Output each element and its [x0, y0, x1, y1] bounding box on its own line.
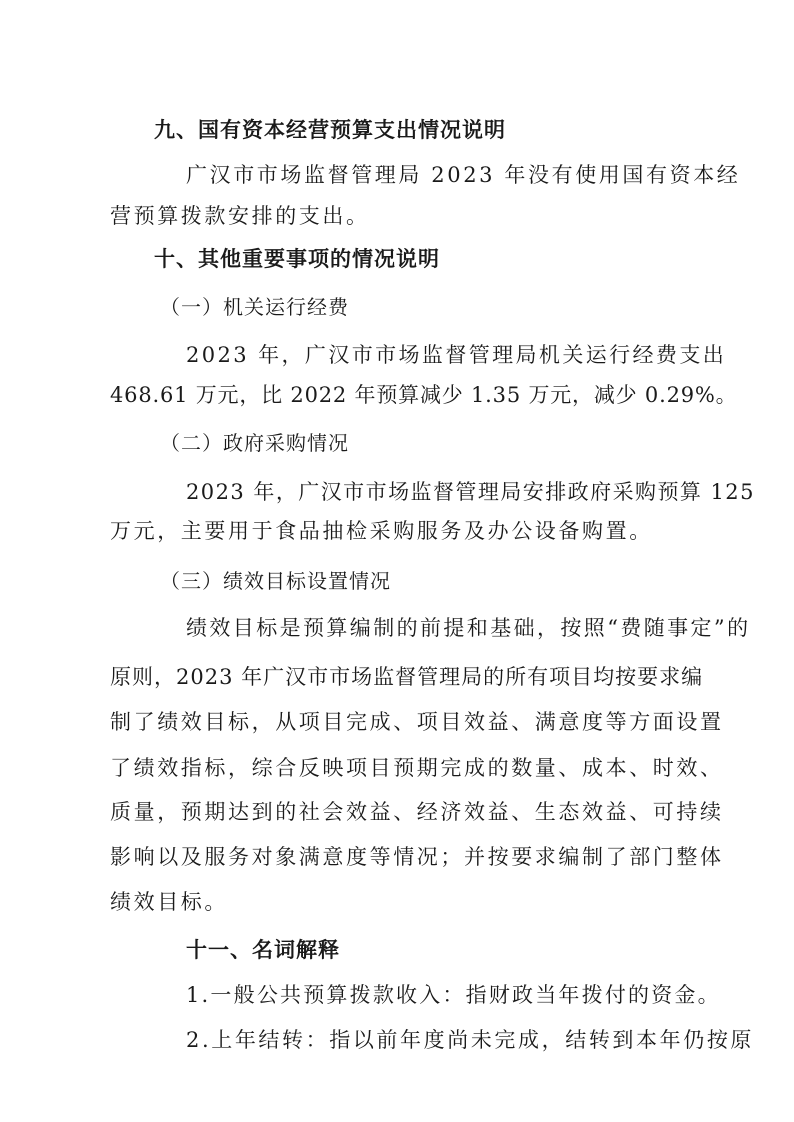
subsection-1-text-line-2: 468.61 万元，比 2022 年预算减少 1.35 万元，减少 0.29%。 [110, 383, 738, 407]
section-10-heading: 十、其他重要事项的情况说明 [154, 247, 440, 271]
subsection-2-text-line-1: 2023 年，广汉市市场监督管理局安排政府采购预算 125 [186, 480, 755, 504]
section-11-text-line-1: 1.一般公共预算拨款收入：指财政当年拨付的资金。 [186, 983, 721, 1007]
subsection-3-text-line-6: 影响以及服务对象满意度等情况；并按要求编制了部门整体 [110, 845, 724, 869]
subsection-2-heading: （二）政府采购情况 [160, 431, 349, 455]
section-9-text-line-1: 广汉市市场监督管理局 2023 年没有使用国有资本经 [186, 163, 741, 187]
subsection-2-text-line-2: 万元，主要用于食品抽检采购服务及办公设备购置。 [110, 519, 653, 543]
subsection-3-text-line-5: 质量，预期达到的社会效益、经济效益、生态效益、可持续 [110, 800, 724, 824]
subsection-1-text-line-1: 2023 年，广汉市市场监督管理局机关运行经费支出 [186, 343, 727, 367]
subsection-3-text-line-2: 原则，2023 年广汉市市场监督管理局的所有项目均按要求编 [110, 665, 704, 689]
subsection-3-text-line-1: 绩效目标是预算编制的前提和基础，按照“费随事定”的 [186, 616, 751, 640]
subsection-3-text-line-7: 绩效目标。 [110, 890, 228, 914]
subsection-3-text-line-3: 制了绩效目标，从项目完成、项目效益、满意度等方面设置 [110, 710, 724, 734]
subsection-3-text-line-4: 了绩效指标，综合反映项目预期完成的数量、成本、时效、 [110, 756, 724, 780]
section-9-text-line-2: 营预算拨款安排的支出。 [110, 204, 370, 228]
subsection-1-heading: （一）机关运行经费 [160, 295, 349, 319]
section-11-heading: 十一、名词解释 [186, 938, 340, 962]
section-9-heading: 九、国有资本经营预算支出情况说明 [154, 118, 506, 142]
subsection-3-heading: （三）绩效目标设置情况 [160, 569, 391, 593]
section-11-text-line-2: 2.上年结转：指以前年度尚未完成，结转到本年仍按原 [186, 1028, 755, 1052]
